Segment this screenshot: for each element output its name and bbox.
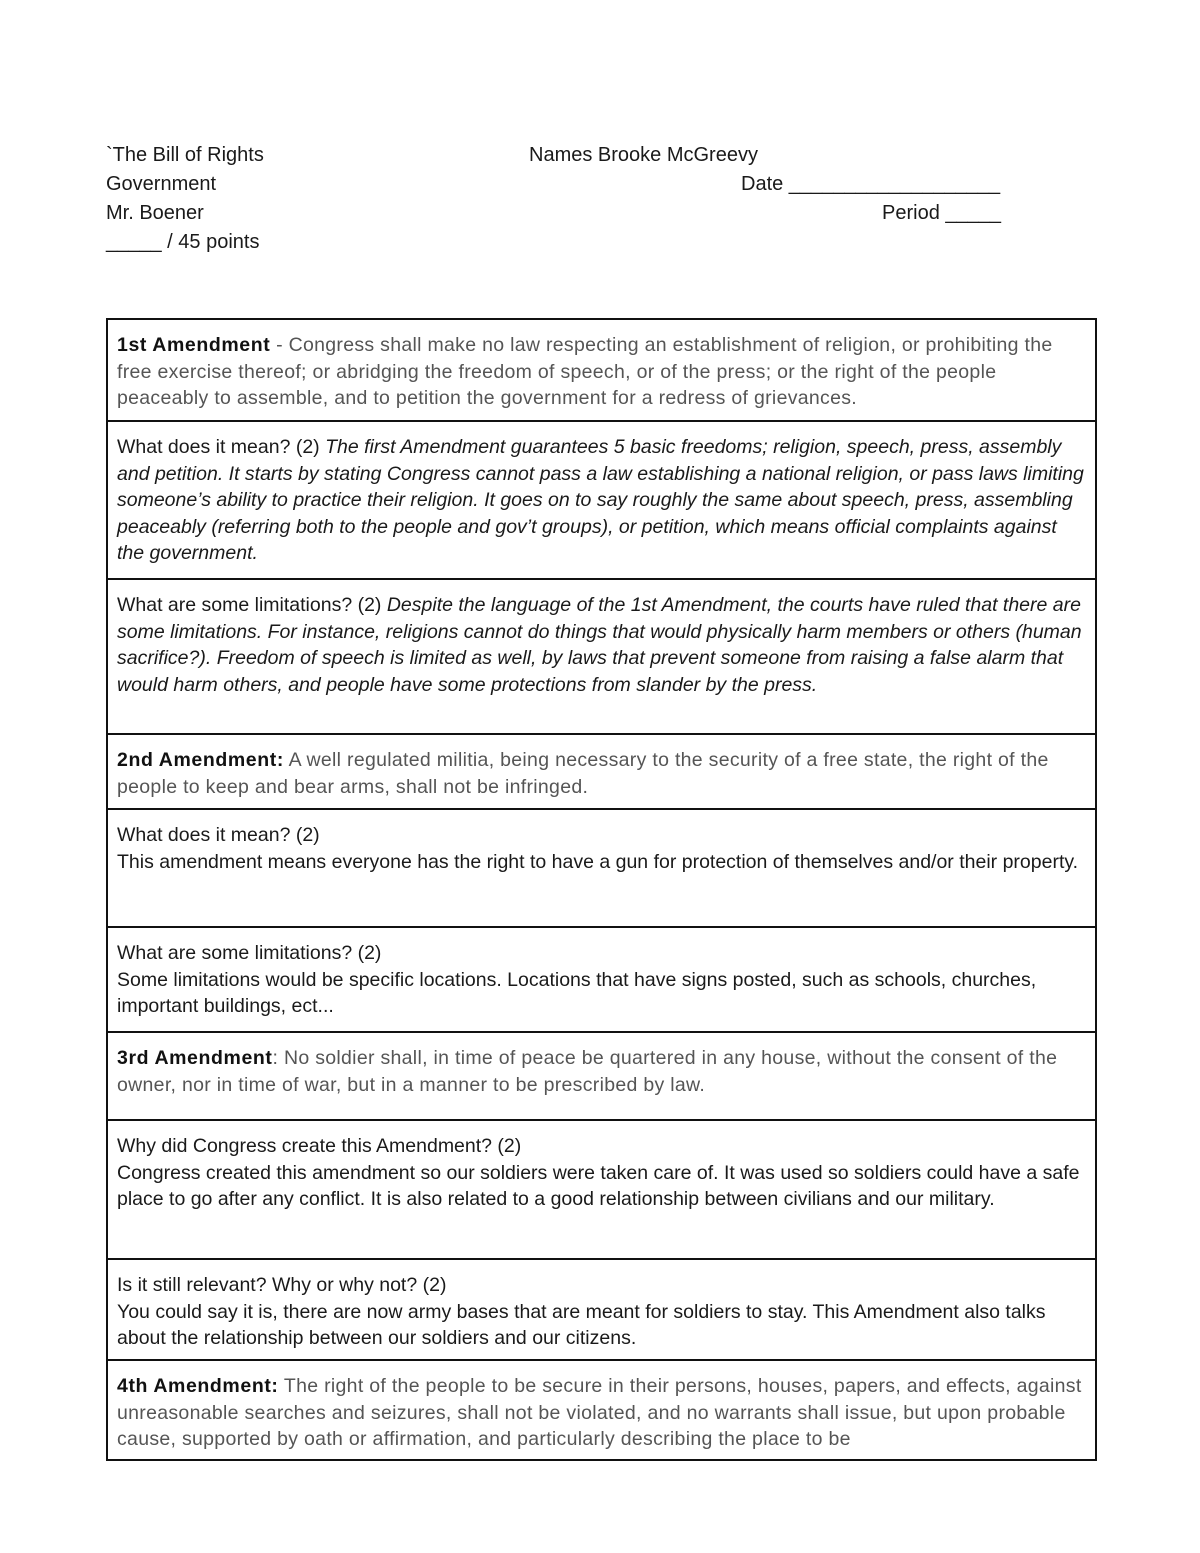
question-label: Why did Congress create this Amendment? (2) <box>117 1135 522 1157</box>
teacher-name: Mr. Boener <box>106 202 204 224</box>
course-name: Government <box>106 173 217 195</box>
amendment-1-limitations-row <box>108 580 1095 735</box>
amendment-3-row <box>108 1033 1095 1121</box>
points-field: _____ / 45 points <box>106 231 260 253</box>
amendment-3-relevance-row <box>108 1260 1095 1361</box>
question-label: What are some limitations? (2) <box>117 594 387 616</box>
amendment-4-row <box>108 1361 1095 1459</box>
answer-text: The first Amendment guarantees 5 basic freedoms; religion, speech, press, assembly and petition. It starts by stating Congress cannot pass a law establishing a national religion, or pass laws limiting someone’s ability to practice their religion. It goes on to say roughly the same about speech, press, assembling peaceably (referring both to the people and gov’t groups), or petition, which means official complaints against the government. <box>117 436 1084 564</box>
answer-text: This amendment means everyone has the right to have a gun for protection of themselves and/or their property. <box>117 850 1079 873</box>
amendment-label: 2nd Amendment: <box>117 749 284 771</box>
period-field: Period _____ <box>882 202 1001 224</box>
amendment-2-limitations-row <box>108 928 1095 1033</box>
amendment-text: : No soldier shall, in time of peace be quartered in any house, without the consent of the owner, nor in time of war, but in a manner to be prescribed by law. <box>117 1047 1058 1096</box>
amendment-1-row <box>108 320 1095 422</box>
student-names: Names Brooke McGreevy <box>529 144 758 166</box>
question-label: What are some limitations? (2) <box>117 942 382 964</box>
date-field: Date ___________________ <box>741 173 1001 195</box>
answer-text: Despite the language of the 1st Amendment, the courts have ruled that there are some limitations. For instance, religions cannot do things that would physically harm members or others (human sacrifice?). Freedom of speech is limited as well, by laws that prevent someone from raising a false alarm that would harm others, and people have some protections from slander by the press. <box>117 594 1082 696</box>
amendments-table <box>106 318 1097 1461</box>
answer-text: Congress created this amendment so our soldiers were taken care of. It was used so soldiers could have a safe place to go after any conflict. It is also related to a good relationship between civilians and our military. <box>117 1161 1080 1210</box>
amendment-2-row <box>108 735 1095 810</box>
amendment-text: The right of the people to be secure in their persons, houses, papers, and effects, against unreasonable searches and seizures, shall not be violated, and no warrants shall issue, but upon probable cause, supported by oath or affirmation, and particularly describing the place to be <box>117 1375 1082 1450</box>
question-label: Is it still relevant? Why or why not? (2) <box>117 1274 447 1296</box>
amendment-3-why-row <box>108 1121 1095 1260</box>
amendment-label: 3rd Amendment <box>117 1047 273 1069</box>
amendment-label: 4th Amendment: <box>117 1375 279 1397</box>
worksheet-title: `The Bill of Rights <box>106 144 264 166</box>
amendment-text: - Congress shall make no law respecting an establishment of religion, or prohibiting the free exercise thereof; or abridging the freedom of speech, or of the press; or the right of the people peaceably to assemble, and to petition the government for a redress of grievances. <box>117 334 1053 409</box>
amendment-2-meaning-row <box>108 810 1095 928</box>
question-label: What does it mean? (2) <box>117 824 320 846</box>
amendment-1-meaning-row <box>108 422 1095 580</box>
answer-text: You could say it is, there are now army bases that are meant for soldiers to stay. This Amendment also talks about the relationship between our soldiers and our citizens. <box>117 1300 1046 1349</box>
amendment-text: A well regulated militia, being necessary to the security of a free state, the right of the people to keep and bear arms, shall not be infringed. <box>117 749 1049 798</box>
amendment-label: 1st Amendment <box>117 334 271 356</box>
question-label: What does it mean? (2) <box>117 436 326 458</box>
answer-text: Some limitations would be specific locations. Locations that have signs posted, such as schools, churches, important buildings, ect... <box>117 968 1037 1017</box>
